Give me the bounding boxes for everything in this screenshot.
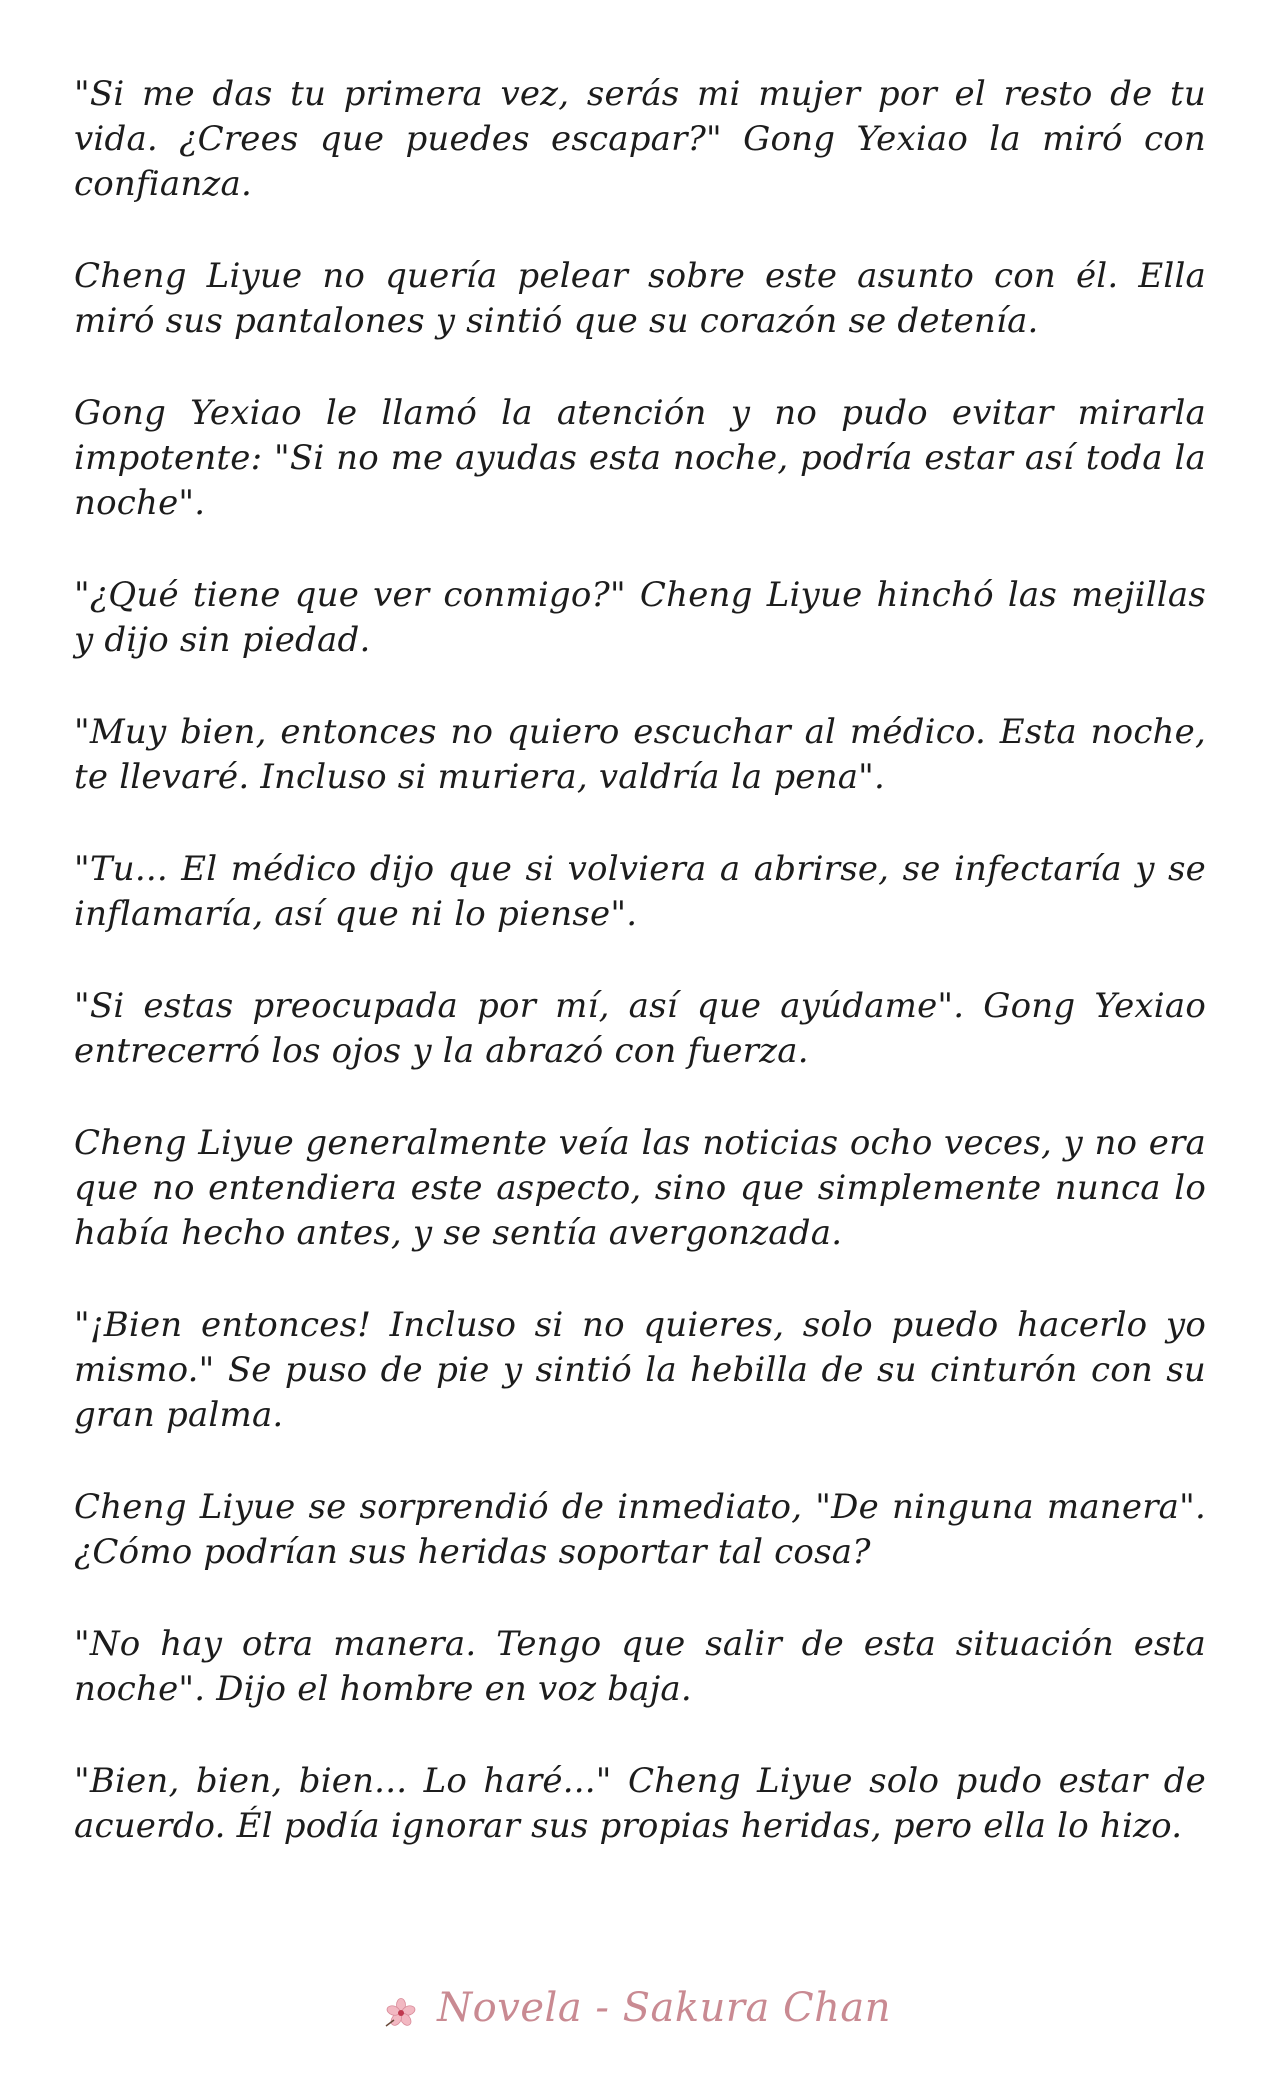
paragraph-3: Gong Yexiao le llamó la atención y no pudo evitar mirarla impotente: "Si no me ayudas esta noche, podría estar así toda la noche". bbox=[74, 393, 1206, 523]
paragraph-5: "Muy bien, entonces no quiero escuchar al médico. Esta noche, te llevaré. Incluso si muriera, valdría la pena". bbox=[74, 712, 1206, 797]
paragraph-12: "Bien, bien, bien... Lo haré..." Cheng Liyue solo pudo estar de acuerdo. Él podía ignorar sus propias heridas, pero ella lo hizo. bbox=[74, 1761, 1206, 1846]
paragraph-2: Cheng Liyue no quería pelear sobre este asunto con él. Ella miró sus pantalones y sintió que su corazón se detenía. bbox=[74, 256, 1206, 341]
watermark bbox=[0, 1985, 1275, 2031]
paragraph-9: "¡Bien entonces! Incluso si no quieres, solo puedo hacerlo yo mismo." Se puso de pie y sintió la hebilla de su cinturón con su gran palma. bbox=[74, 1305, 1206, 1435]
paragraph-1: "Si me das tu primera vez, serás mi mujer por el resto de tu vida. ¿Crees que puedes escapar?" Gong Yexiao la miró con confianza. bbox=[74, 74, 1206, 204]
watermark-text: Novela - Sakura Chan bbox=[437, 1985, 892, 2031]
paragraph-8: Cheng Liyue generalmente veía las noticias ocho veces, y no era que no entendiera este aspecto, sino que simplemente nunca lo había hecho antes, y se sentía avergonzada. bbox=[74, 1123, 1206, 1253]
paragraph-4: "¿Qué tiene que ver conmigo?" Cheng Liyue hinchó las mejillas y dijo sin piedad. bbox=[74, 575, 1206, 660]
paragraph-11: "No hay otra manera. Tengo que salir de esta situación esta noche". Dijo el hombre en voz baja. bbox=[74, 1624, 1206, 1709]
paragraph-6: "Tu... El médico dijo que si volviera a abrirse, se infectaría y se inflamaría, así que ni lo piense". bbox=[74, 849, 1206, 934]
paragraph-7: "Si estas preocupada por mí, así que ayúdame". Gong Yexiao entrecerró los ojos y la abrazó con fuerza. bbox=[74, 986, 1206, 1071]
paragraph-10: Cheng Liyue se sorprendió de inmediato, "De ninguna manera". ¿Cómo podrían sus heridas soportar tal cosa? bbox=[74, 1487, 1206, 1572]
sakura-flower-icon bbox=[384, 1994, 418, 2028]
document-body bbox=[74, 72, 1206, 1896]
